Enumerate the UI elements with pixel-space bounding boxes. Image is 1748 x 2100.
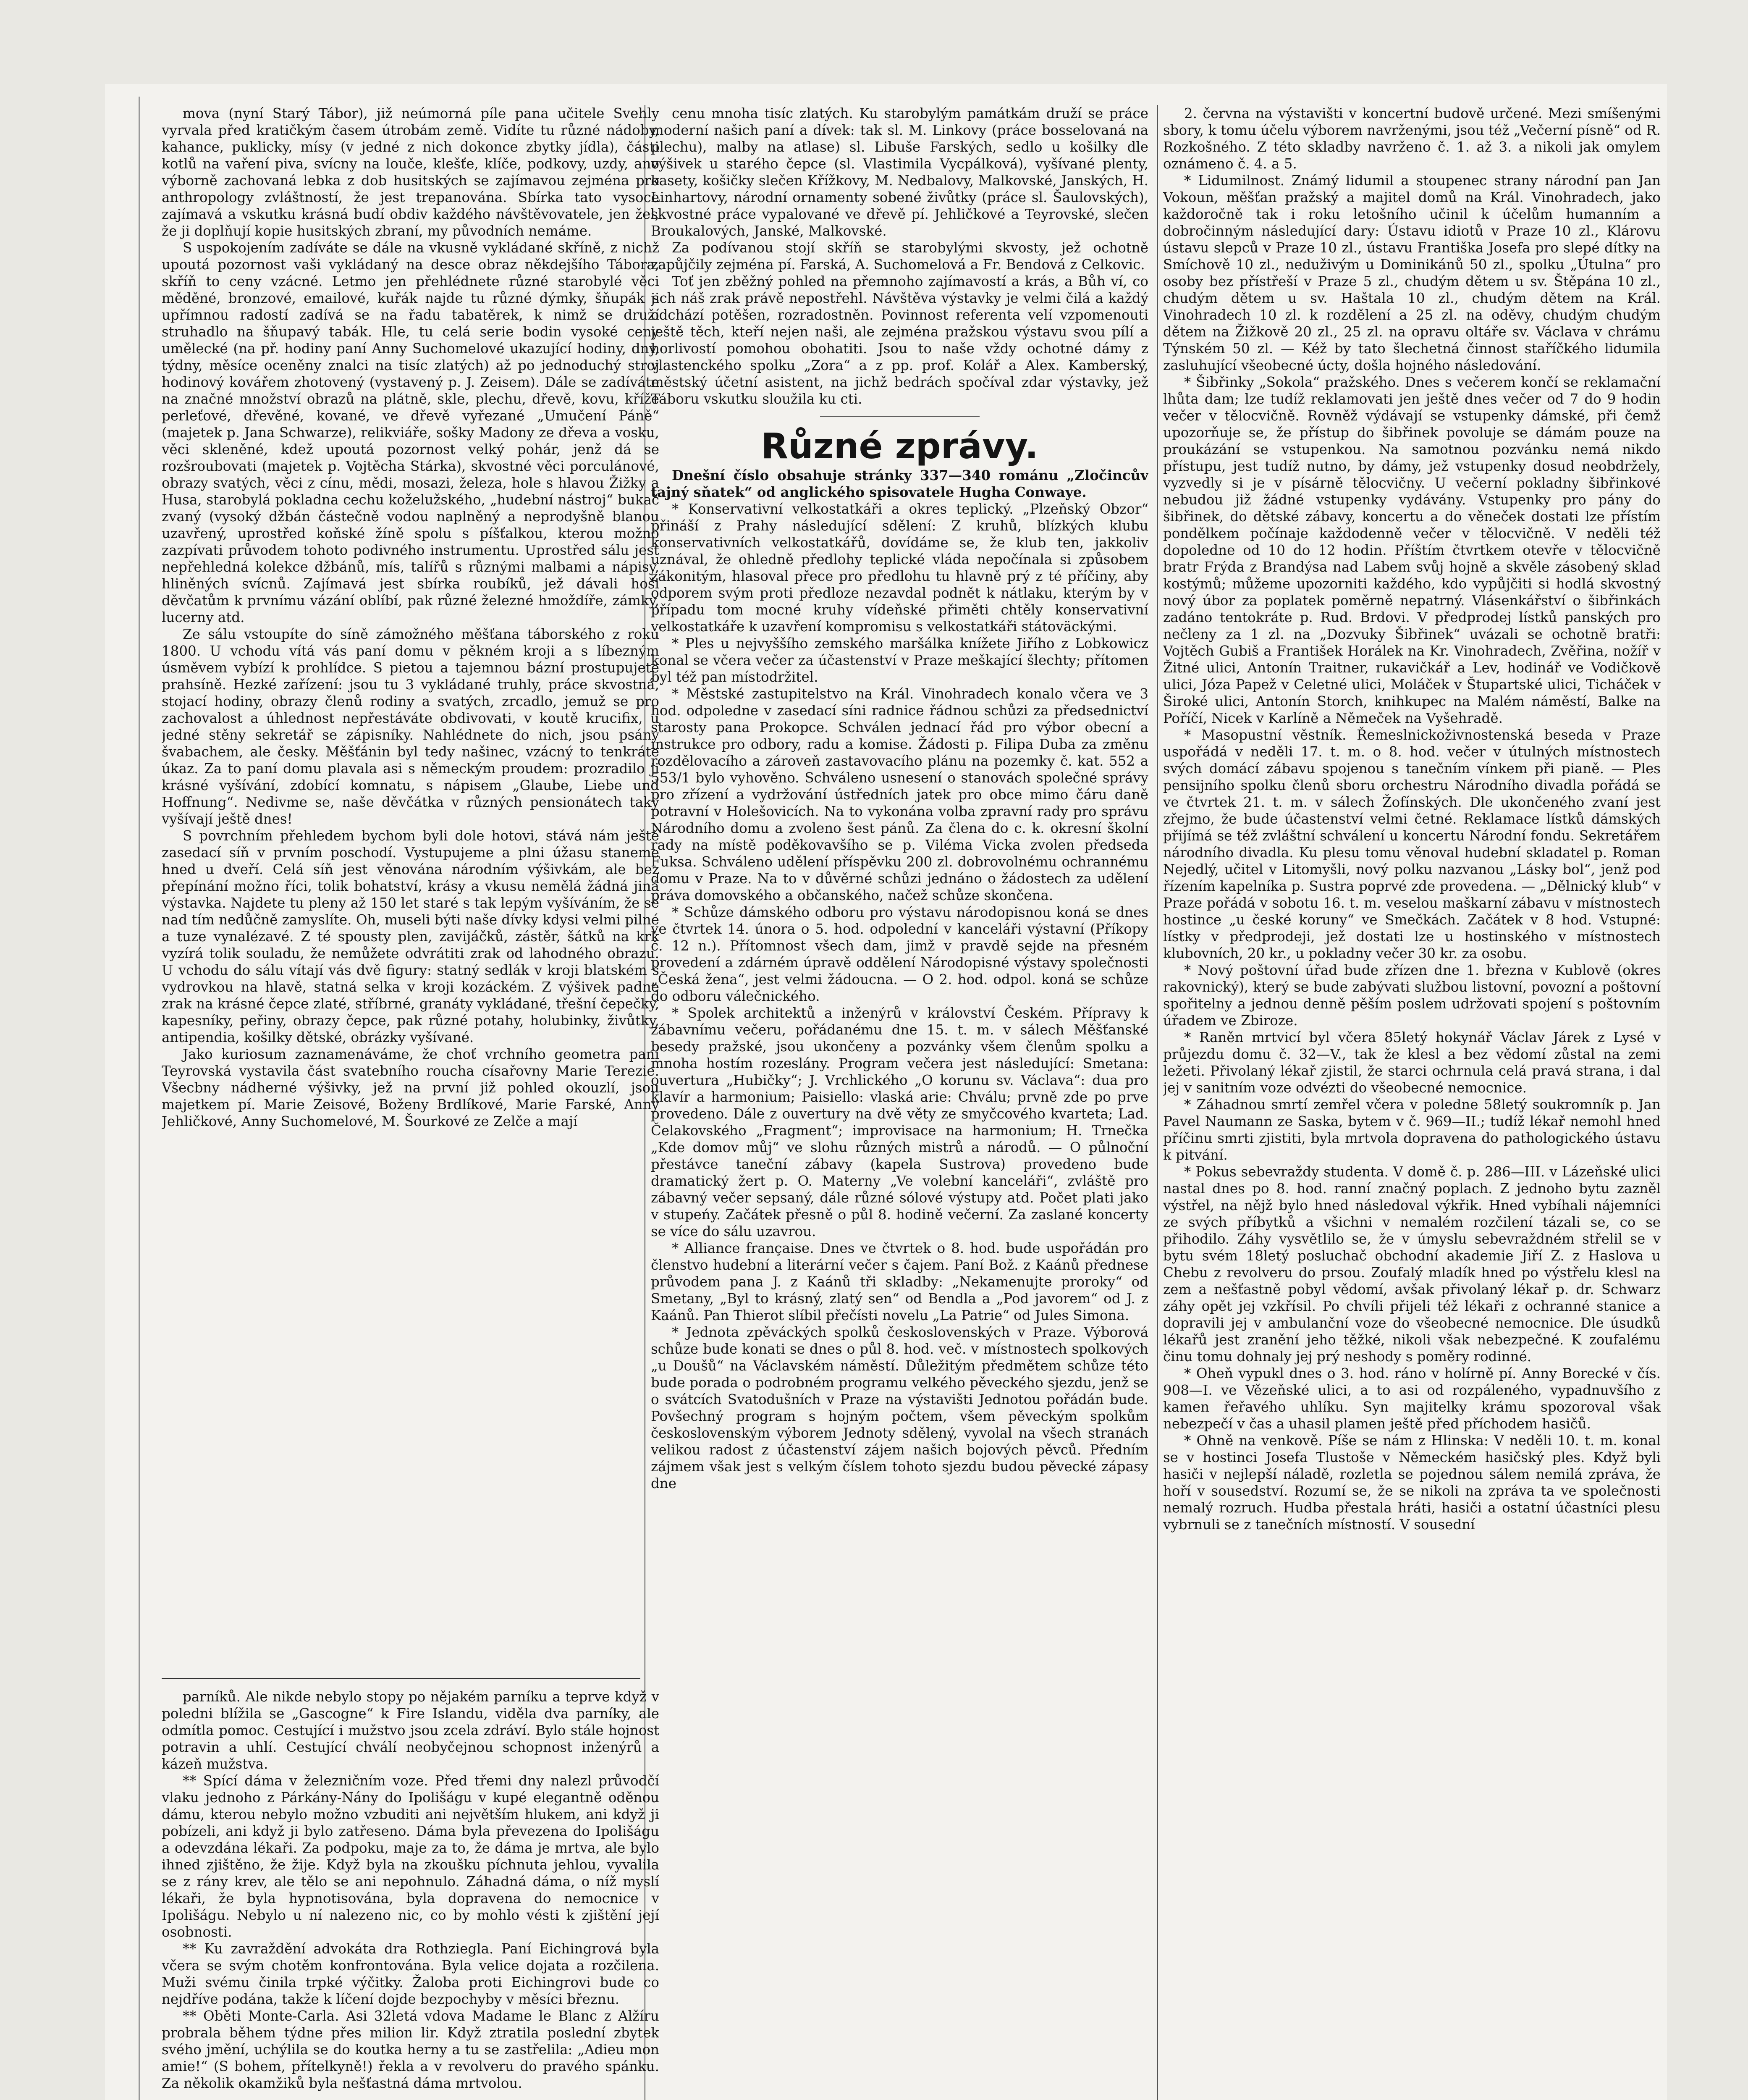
paragraph: parníků. Ale nikde nebylo stopy po nějakém parníku a teprve když v poledni blížila se „Gascogne“ k Fire Islandu, viděla dva parníky, ale odmítla pomoc. Cestující i mužstvo jsou zcela zdráví. Bylo stále hojnost potravin a uhlí. Cestující chválí neobyčejnou schopnost inženýrů a kázeň mužstva. <box>162 1689 659 1772</box>
paragraph: Jako kuriosum zaznamenáváme, že choť vrchního geometra paní Teyrovská vystavila část svatebního roucha císařovny Marie Terezie. Všecbny nádherné výšivky, jež na první již pohled okouzlí, jsou majetkem pí. Marie Zeisové, Boženy Brdlíkové, Marie Farské, Anny Jehličkové, Anny Suchomelové, M. Šourkové ze Zelče a mají <box>162 1046 659 1129</box>
column-1-bottom <box>162 1688 659 2100</box>
paragraph: Za podívanou stojí skříň se starobylými skvosty, jež ochotně zapůjčily zejména pí. Farská, A. Suchomelová a Fr. Bendová z Celkovic. <box>651 240 1148 273</box>
section-headline: Různé zprávy. <box>761 425 1038 467</box>
news-item: * Schůze dámského odboru pro výstavu národopisnou koná se dnes ve čtvrtek 14. února o 5. hod. odpolední v kanceláři výstavní (Příkopy č. 12 n.). Přítomnost všech dam, jimž v pravdě sejde na přesném provedení a zdárném úpravě oddělení Národopisné výstavy společnosti „Česká žena“, jest velmi žádoucna. — O 2. hod. odpol. koná se schůze do odboru válečnického. <box>651 904 1148 1004</box>
news-item: * Lidumilnost. Známý lidumil a stoupenec strany národní pan Jan Vokoun, měšťan pražský a majitel domů na Král. Vinohradech, jako každoročně tak i roku letošního učinil k účelům humanním a dobročinným následující dary: Ústavu idiotů v Praze 10 zl., Klárovu ústavu slepců v Praze 10 zl., ústavu Františka Josefa pro slepé dítky na Smíchově 10 zl., neduživým u Dominikánů 50 zl., spolku „Útulna“ pro osoby bez přístřeší v Praze 5 zl., chudým dětem u sv. Štěpána 10 zl., chudým dětem u sv. Haštala 10 zl., chudým dětem na Král. Vinohradech 10 zl. k rozdělení a 25 zl. na oděvy, chudým chudým dětem na Žižkově 20 zl., 25 zl. na opravu oltáře sv. Václava v chrámu Týnském 50 zl. — Kéž by tato šlechetná činnost staříčkého lidumila zasluhující všeobecné úcty, došla hojného následování. <box>1163 173 1661 373</box>
news-item: * Oheň vypukl dnes o 3. hod. ráno v holírně pí. Anny Borecké v čís. 908—I. ve Vězeňské ulici, a to asi od rozpáleného, vypadnuvšího z kamen řeřavého uhlíku. Syn majitelky krámu spozoroval však nebezpečí v čas a uhasil plamen ještě před příchodem hasičů. <box>1163 1365 1661 1432</box>
news-item: * Ohně na venkově. Píše se nám z Hlinska: V neděli 10. t. m. konal se v hostinci Josefa Tlustoše v Německém hasičský ples. Když byli hasiči v nejlepší náladě, rozletla se pojednou sálem nemilá zpráva, že hoří v sousedství. Rozumí se, že se nikoli na zpráva ta ve společnosti nemalý rozruch. Hudba přestala hráti, hasiči a ostatní účastníci plesu vybrnuli se z tanečních místností. V sousední <box>1163 1433 1661 1533</box>
notice: Dnešní číslo obsahuje stránky 337—340 románu „Zločincův tajný sňatek“ od anglického spisovatele Hugha Conwaye. <box>651 467 1148 500</box>
paragraph: Toť jen zběžný pohled na přemnoho zajímavostí a krás, a Bůh ví, co jich náš zrak právě nepostřehl. Návštěva výstavky je velmi čilá a každý odchází potěšen, rozradostněn. Povinnost referenta velí vzpomenouti ještě těch, kteří nejen naši, ale zejména pražskou výstavu svou pílí a horlivostí pomohou obohatiti. Jsou to naše vždy ochotné dámy z vlastenckého spolku „Zora“ a z pp. prof. Kolář a Alex. Kamberský, městský účetní asistent, na jichž bedrách spočíval zdar výstavky, jež Táboru vskutku sloužila ku cti. <box>651 273 1148 407</box>
paragraph: S uspokojením zadíváte se dále na vkusně vykládané skříně, z nichž upoutá pozornost vaši vykládaný na desce obraz někdejšího Tábora, skříň to ceny vzácné. Letmo jen přehlédnete různé starobylé věci měděné, bronzové, emailové, kuřák najde tu různé dýmky, šňupák s upřímnou radostí zadívá se na řadu tabatěrek, k nimž se druží struhadlo na šňupavý tabák. Hle, tu celá serie bodin vysoké ceny umělecké (na př. hodiny paní Anny Suchomelové ukazující hodiny, dny, týdny, měsíce oceněny znalci na tisíc zlatých) až po jednoduchý stroj hodinový kovářem zhotovený (vystavený p. J. Zeisem). Dále se zadíváte na značné množství obrazů na plátně, skle, plechu, dřevě, kovu, kříže perleťové, dřevěné, kované, ve dřevě vyřezané „Umučení Páně“ (majetek p. Jana Schwarze), relikviáře, sošky Madony ze dřeva a vosku, věci skleněné, kdež upoutá pozornost velký pohár, jenž dá se rozšroubovati (majetek p. Vojtěcha Stárka), skvostné věci porculánové, obrazy svatých, věci z cínu, mědi, mosazi, železa, hole s hlavou Žižky a Husa, starobylá pokladna cechu koželužského, „hudební nástroj“ bukač zvaný (vysoký džbán částečně vodou naplněný a neprodyšně blanou uzavřený, uprostřed koňské žíně spolu s píšťalkou, kterou možno zazpívati průvodem tohoto podivného instrumentu. Uprostřed sálu jest nepřehledná kolekce džbánů, mís, talířů s různými malbami a nápisy, hliněných svícnů. Zajímavá jest sbírka roubíků, jež dávali hoši děvčatům k prvnímu vázání oblíbí, pak různé železné hmoždíře, zámky, lucerny atd. <box>162 240 659 625</box>
paragraph: cenu mnoha tisíc zlatých. Ku starobylým památkám druží se práce moderní našich paní a dívek: tak sl. M. Linkovy (práce bosselovaná na plechu), malby na atlase) sl. Libuše Farských, sedlo u košilky dle výšivek u starého čepce (sl. Vlastimila Vycpálková), vyšívané plenty, kasety, košičky slečen Křížkovy, M. Nedbalovy, Malkovské, Janských, H. Linhartovy, národní ornamenty sobené živůtky (práce sl. Šaulovských), skvostné práce vypalované ve dřevě pí. Jehličkové a Teyrovské, slečen Broukalových, Janské, Malkovské. <box>651 105 1148 239</box>
news-item: * Nový poštovní úřad bude zřízen dne 1. března v Kublově (okres rakovnický), který se bude zabývati službou listovní, povozní a poštovní spořitelny a jednou denně pěším poslem udržovati spojení s poštovním úřadem ve Zbiroze. <box>1163 962 1661 1029</box>
news-item: * Jednota zpěváckých spolků československých v Praze. Výborová schůze bude konati se dnes o půl 8. hod. več. v místnostech spolkových „u Doušů“ na Václavském náměstí. Důležitým předmětem schůze této bude porada o podrobném programu velkého pěveckého sjezdu, jenž se o svátcích Svatodušních v Praze na výstavišti Jednotou pořádán bude. Povšechný program s hojným počtem, všem pěveckým spolkům československým výborem Jednoty sdělený, vyvolal na všech stranách velikou radost z účastenství zájem našich bojových pěvců. Předním zájmem však jest s velkým číslem tohoto sjezdu budou pěvecké zápasy dne <box>651 1324 1148 1491</box>
paragraph: S povrchním přehledem bychom byli dole hotovi, stává nám ještě zasedací síň v prvním poschodí. Vystupujeme a plni úžasu staneme hned u dveří. Celá síň jest věnována národním výšivkám, ale bez přepínání možno říci, tolik bohatství, krásy a vkusu nemělá žádná jiná výstavka. Najdete tu pleny až 150 let staré s tak lepým vyšíváním, že se nad tím nedůčně zamyslíte. Oh, museli býti naše dívky kdysi velmi pilné a tuze vynalézavé. Z té spousty plen, zavijáčků, zástěr, šátků na krk vyzírá tolik souladu, že nemůžete odvrátiti zrak od lahodného obrazu. U vchodu do sálu vítají vás dvě figury: statný sedlák v kroji blatském s vydrovkou na hlavě, statná selka v kroji kozáckém. Z výšivek padne zrak na krásné čepce zlaté, stříbrné, granáty vykládané, třešní čepečky, kapesníky, peřiny, obrazy čepce, pak různé potahy, holubinky, živůtky, antipendia, košilky dětské, obrázky vyšívané. <box>162 828 659 1045</box>
news-item: ** Oběti Monte-Carla. Asi 32letá vdova Madame le Blanc z Alžíru probrala během týdne přes milion lir. Když ztratila poslední zbytek svého jmění, uchýlila se do koutka herny a tu se zastřelila: „Adieu mon amie!“ (S bohem, přítelkyně!) řekla a v revolveru do pravého spánku. Za několik okamžiků byla nešťastná dáma mrtvolou. <box>162 2008 659 2091</box>
section-rule <box>162 1678 640 1679</box>
news-item: * Konservativní velkostatkáři a okres teplický. „Plzeňský Obzor“ přináší z Prahy následující sdělení: Z kruhů, blízkých klubu konservativních velkostatkářů, dovídáme se, že klub ten, jakkoliv uznával, že ohledně předlohy teplické vláda nepočínala si způsobem zákonitým, hlasoval přece pro předlohu tu hlavně prý z té příčiny, aby odporem svým proti předloze nezavdal podnět k nátlaku, kterým by v případu tom mocné kruhy vídeňské přiměti chtěly konservativní velkostatkáře k uzavření kompromisu s velkostatkáři státoväckými. <box>651 501 1148 635</box>
column-2 <box>651 105 1148 2100</box>
news-item: * Městské zastupitelstvo na Král. Vinohradech konalo včera ve 3 hod. odpoledne v zasedací síni radnice řádnou schůzi za předsednictví starosty pana Prokopce. Schválen jednací řád pro výbor obecní a instrukce pro odbory, radu a komise. Žádosti p. Filipa Duba za změnu rozdělovacího a zároveň zastavovacího plánu na pozemky č. kat. 552 a 553/1 bylo vyhověno. Schváleno usnesení o stanovách společné správy pro zřízení a vydržování ústředních jatek pro obce mimo čáru daně potravní v Holešovicích. Na to vykonána volba zpravní rady pro správu Národního domu a zvoleno šest pánů. Za člena do c. k. okresní školní rady na místě poděkovavšího se p. Viléma Vicka zvolen předseda Fuksa. Schváleno udělení příspěvku 200 zl. dobrovolnému ochrannému domu v Praze. Na to v důvěrné schůzi jednáno o žádostech za udělení práva domovského a občanského, načež schůze skončena. <box>651 686 1148 903</box>
column-3 <box>1163 105 1661 2100</box>
news-item: * Alliance française. Dnes ve čtvrtek o 8. hod. bude uspořádán pro členstvo hudební a literární večer s čajem. Paní Bož. z Kaánů přednese průvodem pana J. z Kaánů tři skladby: „Nekamenujte proroky“ od Smetany, „Byl to krásný, zlatý sen“ od Bendla a „Pod javorem“ od J. z Kaánů. Pan Thierot slíbil přečísti novelu „La Patrie“ od Jules Simona. <box>651 1240 1148 1323</box>
news-item: ** Ku zavraždění advokáta dra Rothziegla. Paní Eichingrová byla včera se svým chotěm konfrontována. Byla velice dojata a rozčilena. Muži svému činila trpké výčitky. Žaloba proti Eichingrovi bude co nejdříve podána, takže k líčení dojde bezpochyby v měsíci březnu. <box>162 1941 659 2007</box>
news-item: ** Spící dáma v železničním voze. Před třemi dny nalezl průvodčí vlaku jednoho z Párkány-Nány do Ipolišágu v kupé elegantně oděnou dámu, kterou nebylo možno vzbuditi ani největším hlukem, ani když ji pobízeli, ani když ji bylo zatřeseno. Dáma byla převezena do Ipolišágu a odevzdána lékaři. Za podpoku, maje za to, že dáma je mrtva, ale bylo ihned zjištěno, že žije. Když byla na zkoušku píchnuta jehlou, vyvalila se z rány krev, ale tělo se ani nepohnulo. Záhadná dáma, o níž myslí lékaři, že byla hypnotisována, byla dopravena do nemocnice v Ipolišágu. Nebylo u ní nalezeno nic, co by mohlo vésti k zjištění její osobnosti. <box>162 1773 659 1940</box>
paragraph: 2. června na výstavišti v koncertní budově určené. Mezi smíšenými sbory, k tomu účelu výborem navrženými, jsou též „Večerní písně“ od R. Rozkošného. Z této skladby navrženo č. 1. až 3. a nikoli jak omylem oznámeno č. 4. a 5. <box>1163 105 1661 172</box>
news-item: * Šibřinky „Sokola“ pražského. Dnes s večerem končí se reklamační lhůta dam; lze tudíž reklamovati jen ještě dnes večer od 7 do 9 hodin večer v tělocvičně. Rovněž výdávají se vstupenky dámské, při čemž upozorňuje se, že přístup do šibřinek povoluje se dámám pouze na proukázání se vstupenkou. Na samotnou pozvánku nemá nikdo přístupu, jest tudíž nutno, by dámy, jež vstupenky dosud neobdržely, vyzvedly si je v písárně tělocvičny. U večerní pokladny šibřinkové nebudou již žádné vstupenky vydávány. Vstupenky pro pány do šibřinek, do dětské zábavy, koncertu a do věneček dostati lze přístím pondělkem počínaje každodenně večer v tělocvičně. V neděli též dopoledne od 10 do 12 hodin. Příštím čtvrtkem otevře v tělocvičně bratr Frýda z Brandýsa nad Labem svůj hojně a skvěle zásobený sklad kostýmů; můžeme upozorniti každého, kdo vypůjčiti si hodlá skvostný nový úbor za poplatek poměrně nepatrný. Vlásenkářství o šibřinkách zadáno tentokráte p. Rud. Brdovi. V předprodej lístků panských pro nečleny za 1 zl. na „Dozvuky Šibřinek“ uvázali se ochotně bratři: Vojtěch Gubiš a František Horálek na Kr. Vinohradech, Zvěřina, nožíř v Žitné ulici, Antonín Traitner, rukavičkář a Lev, hodinář ve Vodičkově ulici, Józa Papež v Celetné ulici, Moláček v Štupartské ulici, Ticháček v Široké ulici, Antonín Storch, knihkupec na Malém náměstí, Balke na Poříčí, Nicek v Karlíně a Němeček na Vyšehradě. <box>1163 374 1661 726</box>
news-item: * Masopustní věstník. Řemeslnickoživnostenská beseda v Praze uspořádá v neděli 17. t. m. o 8. hod. večer v útulných místnostech svých domácí zábavu spojenou s tanečním vínkem při pianě. — Ples pensijního spolku členů sboru orchestru Národního divadla pořádá se ve čtvrtek 21. t. m. v sálech Žofínských. Dle ukončeného zvaní jest zřejmo, že bude účastenství velmi četné. Reklamace lístků dámských přijímá se též zvláštní schválení u koncertu Národní fondu. Sekretářem národního divadla. Ku plesu tomu věnoval hudební skladatel p. Roman Nejedlý, učitel v Litomyšli, nový polku nazvanou „Lásky bol“, jenž pod řízením kapelníka p. Sustra poprvé zde provedena. — „Dělnický klub“ v Praze pořádá v sobotu 16. t. m. veselou maškarní zábavu v místnostech hostince „u české koruny“ ve Smečkách. Začátek v 8 hod. Vstupné: lístky v předprodeji, jež dostati lze u hostinského v místnostech klubovních, 20 kr., u pokladny večer 30 kr. za osobu. <box>1163 727 1661 961</box>
column-rule-2 <box>1157 105 1158 2100</box>
paragraph: mova (nyní Starý Tábor), již neúmorná píle pana učitele Svehly vyrvala před kratičkým časem útrobám země. Vidíte tu různé nádoby, kahance, puklicky, mísy (v jedné z nich dokonce zbytky jídla), části kotlů na vaření piva, svícny na louče, klešťe, klíče, podkovy, uzdy, ano výborně zachovaná lebka z dob husitských se zajímavou zejména pro anthropology zvláštností, že jest trepanována. Sbírka tato vysoce zajímavá a vskutku krásná budí obdiv každého návštěvovatele, jen žel, že ji doplňují kopie husitských zbraní, my původních nemáme. <box>162 105 659 239</box>
news-item: * Pokus sebevraždy studenta. V domě č. p. 286—III. v Lázeňské ulici nastal dnes po 8. hod. ranní značný poplach. Z jednoho bytu zazněl výstřel, na nějž bylo hned následoval výkřik. Hned vybíhali nájemníci ze svých příbytků a všichni v nemalém rozčilení tázali se, co se přihodilo. Záhy vysvětlilo se, že v úmyslu sebevraždném střelil se v bytu svém 18letý posluchač obchodní akademie Jiří Z. z Haslova u Chebu z revolveru do prsou. Zoufalý mladík hned po výstřelu klesl na zem a nešťastně pobyl vědomí, avšak přivolaný lékař p. dr. Schwarz záhy opět jej vzkřísil. Po chvíli přijeli též lékaři z ochranné stanice a dopravili jej v ambulanční voze do všeobecné nemocnice. Dle úsudků lékařů jest zranění jeho těžké, nikoli však nebezpečné. K zoufalému činu tomu dohnaly jej prý neshody s poměry rodinné. <box>1163 1164 1661 1365</box>
divider <box>820 416 980 417</box>
news-item: * Ples u nejvyššího zemského maršálka knížete Jiřího z Lobkowicz konal se včera večer za účastenství v Praze meškající šlechty; přítomen byl též pan místodržitel. <box>651 635 1148 685</box>
paragraph: Ze sálu vstoupíte do síně zámožného měšťana táborského z roku 1800. U vchodu vítá vás paní domu v pěkném kroji a s líbezným úsměvem vybízí k prohlídce. S pietou a tajemnou bázní prostupujete prahsíně. Hezké zařízení: jsou tu 3 vykládané truhly, práce skvostná, stojací hodiny, obrazy členů rodiny a svatých, zrcadlo, jemuž se pro zachovalost a úhlednost nepřestáváte obdivovati, v koutě krucifix, u jedné stěny sekretář se zápisníky. Nahlédnete do nich, jsou psány švabachem, ale česky. Měšťánin byl tedy našinec, vzácný to tenkráte úkaz. Za to paní domu plavala asi s německým proudem: prozradilo ji krásné vyšívání, zdobící komnatu, s nápisem „Glaube, Liebe und Hoffnung“. Nedivme se, naše děvčátka v různých pensionátech taky vyšívají ještě dnes! <box>162 626 659 827</box>
news-item: * Raněn mrtvicí byl včera 85letý hokynář Václav Járek z Lysé v průjezdu domu č. 32—V., tak že klesl a bez vědomí zůstal na zemi ležeti. Přivolaný lékař zjistil, že starci ochrnula celá pravá strana, i dal jej v sanitním voze odvézti do všeobecné nemocnice. <box>1163 1029 1661 1096</box>
news-item: * Záhadnou smrtí zemřel včera v poledne 58letý soukromník p. Jan Pavel Naumann ze Saska, bytem v č. 969—II.; tudíž lékař nemohl hned příčinu smrti zjistiti, byla mrtvola dopravena do pathologického ústavu k pitvání. <box>1163 1097 1661 1163</box>
news-item: * Spolek architektů a inženýrů v království Českém. Přípravy k zábavnímu večeru, pořádanému dne 15. t. m. v sálech Měšťanské besedy pražské, jsou ukončeny a pozvánky všem členům spolku a mnoha hostím rozeslány. Program večera jest následující: Smetana: ouvertura „Hubičky“; J. Vrchlického „O korunu sv. Václava“: dua pro klavír a harmonium; Paisiello: vlaská arie: Chválu; prvně zde po prve provedeno. Dále z ouvertury na dvě věty ze smyčcového kvarteta; Lad. Čelakovského „Fragment“; improvisace na harmonium; H. Trnečka „Kde domov můj“ ve slohu různých mistrů a národů. — O půlnoční přestávce taneční zábavy (kapela Sustrova) provedeno bude dramatický žert p. O. Materny „Ve volební kanceláři“, zvláště pro zábavný večer sepsaný, dále různé sólové výstupy atd. Počet plati jako v stupeńy. Začátek přesně o půl 8. hodině večerní. Za zaslané koncerty se více do sálu uzavrou. <box>651 1005 1148 1239</box>
column-1-top <box>162 105 659 1676</box>
